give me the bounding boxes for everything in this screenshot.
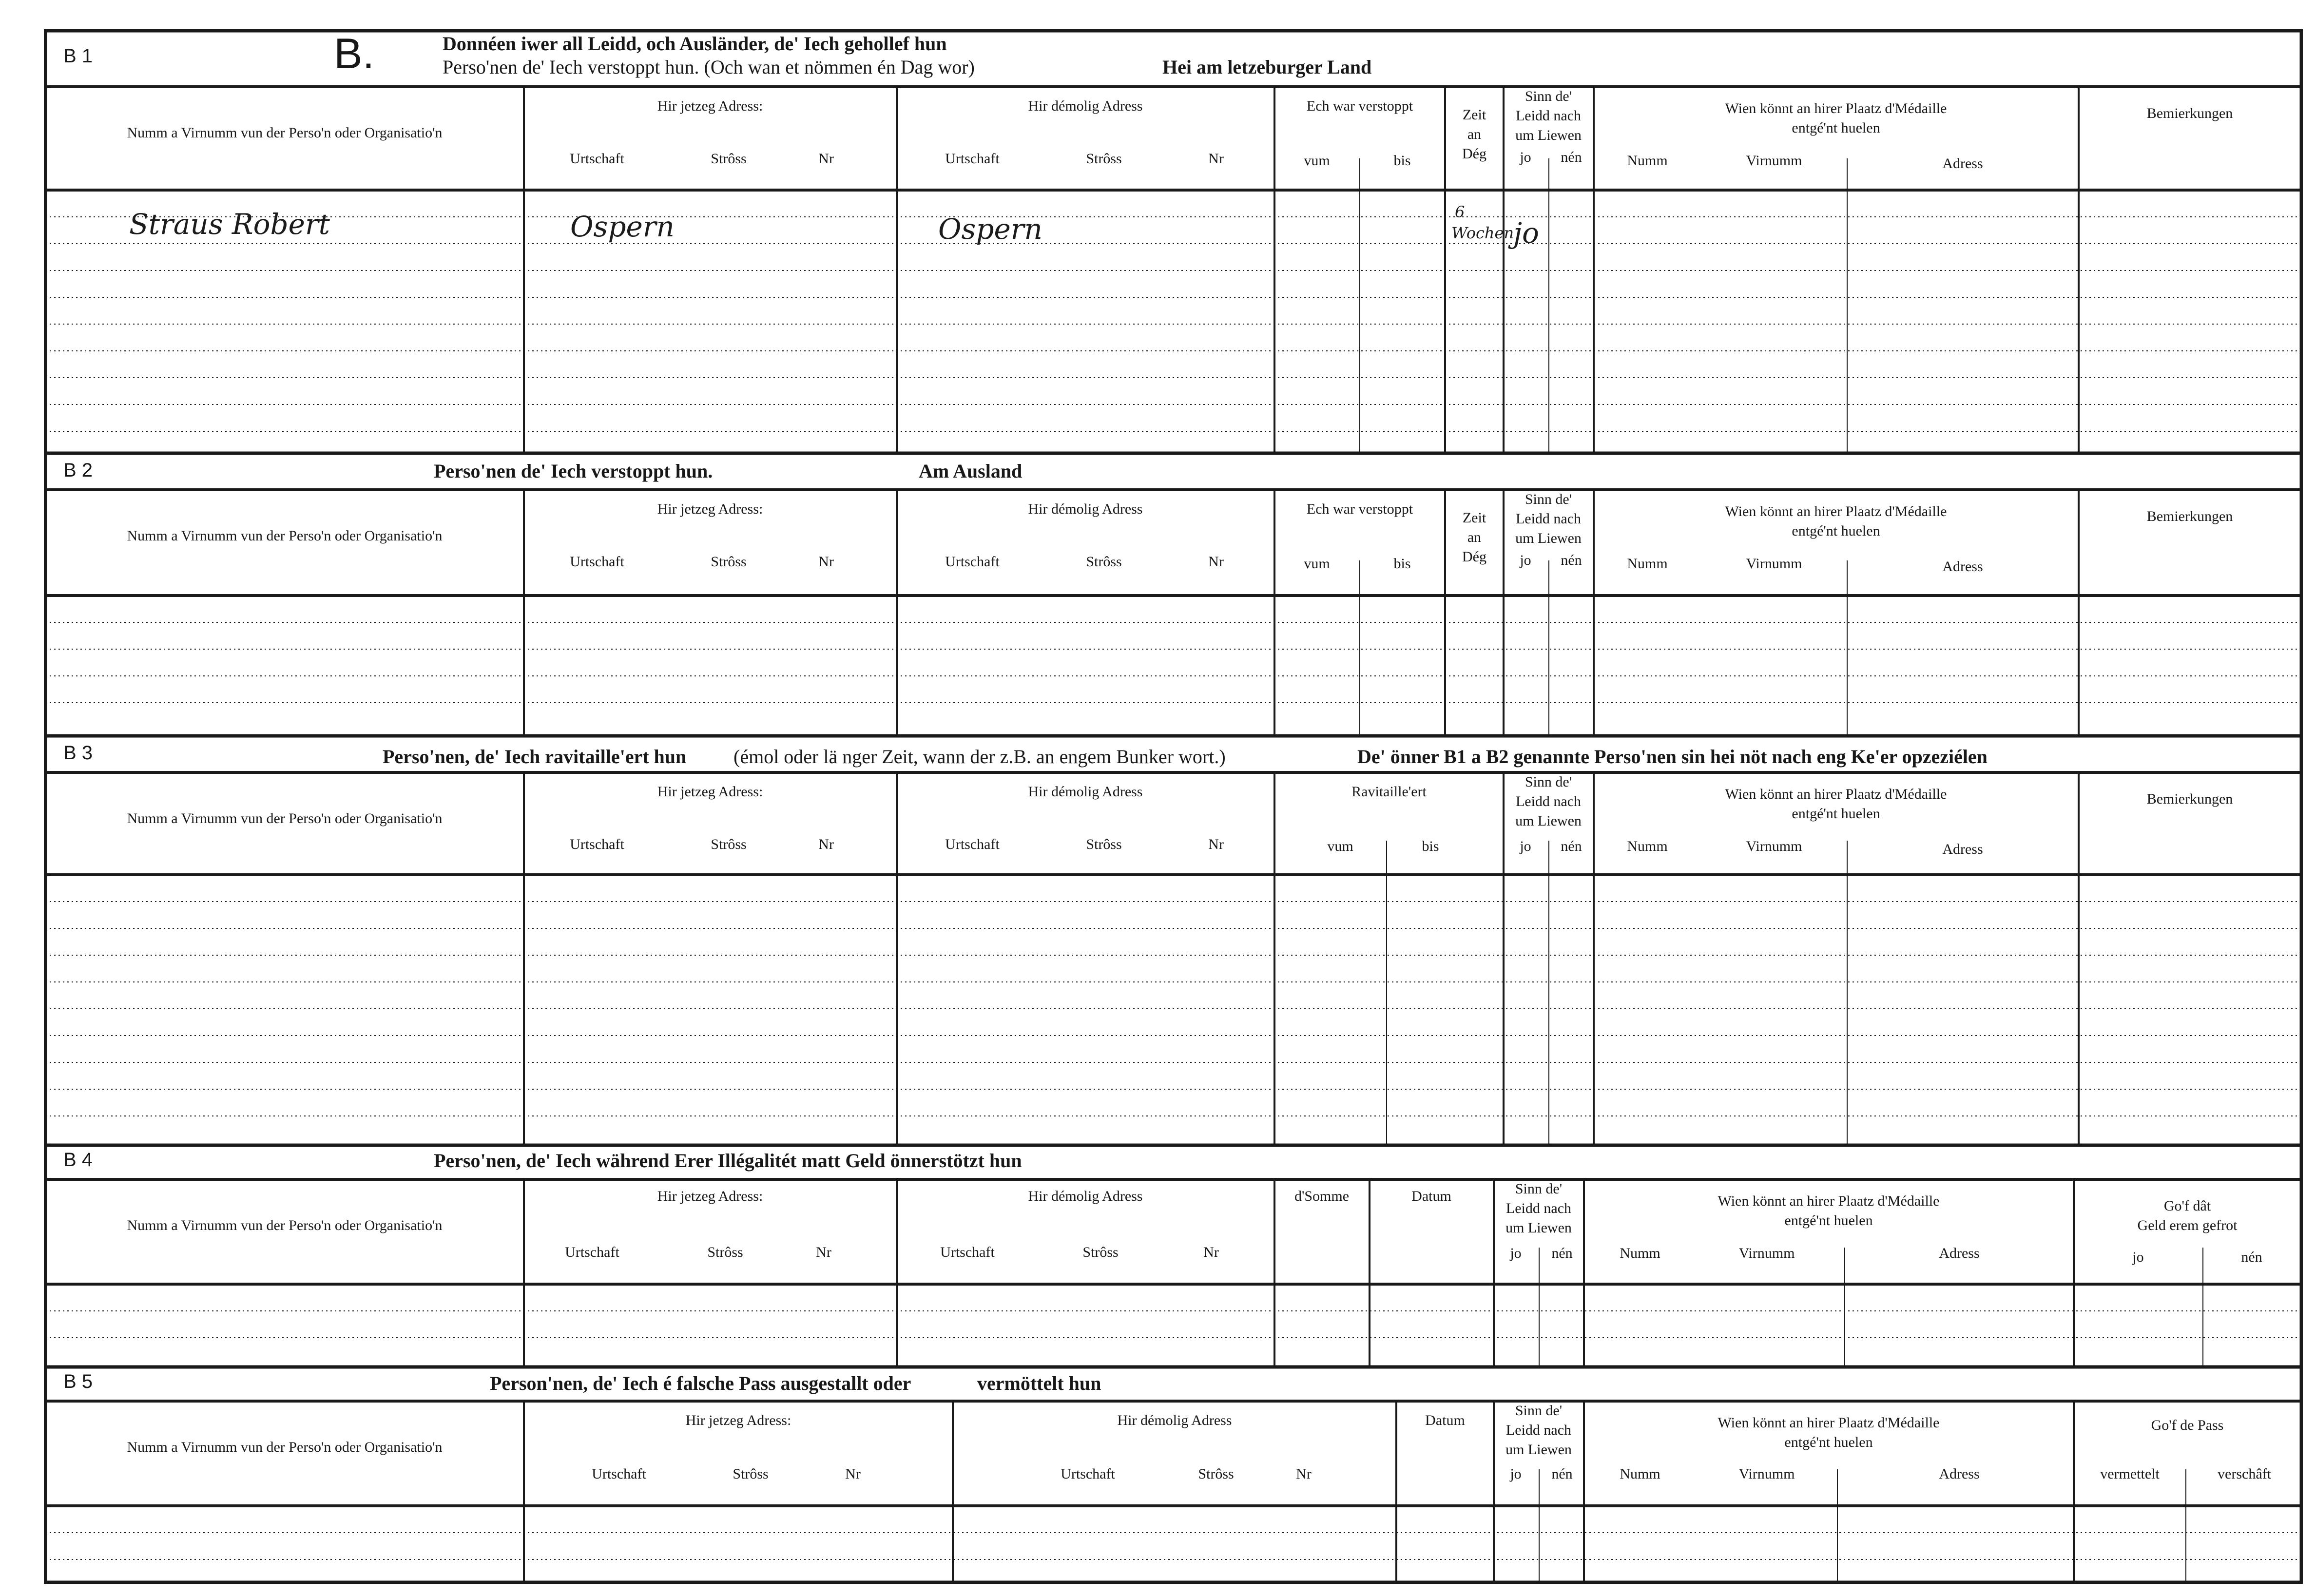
col-header: Wien könnt an hirer Plaatz d'Médaille xyxy=(1718,1193,1940,1209)
col-header: Sinn de' xyxy=(1525,774,1572,790)
col-header: Numm xyxy=(1627,556,1668,572)
section-title: Person'nen, de' Iech é falsche Pass ausgestallt oder xyxy=(490,1372,911,1394)
col-header: Hir jetzeg Adress: xyxy=(657,501,763,517)
col-header: Adress xyxy=(1942,155,1983,172)
col-header: entgé'nt huelen xyxy=(1792,806,1880,822)
col-header: Sinn de' xyxy=(1525,491,1572,507)
col-header: Strôss xyxy=(1198,1466,1234,1482)
col-header: nén xyxy=(1561,149,1582,165)
col-header: nén xyxy=(2241,1249,2262,1265)
section-title: Am Ausland xyxy=(919,460,1023,482)
section-title: (émol oder lä nger Zeit, wann der z.B. an engem Bunker wort.) xyxy=(733,746,1226,768)
col-header: an xyxy=(1467,126,1482,142)
col-header: Urtschaft xyxy=(565,1244,619,1260)
section-code: B 5 xyxy=(63,1371,93,1392)
col-header: um Liewen xyxy=(1515,127,1582,143)
col-header: Ech war verstoppt xyxy=(1306,98,1413,114)
col-header: entgé'nt huelen xyxy=(1792,523,1880,539)
col-header: Hir démolig Adress xyxy=(1028,98,1143,114)
col-header: Strôss xyxy=(1082,1244,1119,1260)
col-header: um Liewen xyxy=(1515,813,1582,829)
col-header: Bemierkungen xyxy=(2146,508,2233,524)
col-header: vum xyxy=(1327,838,1353,854)
col-header: Adress xyxy=(1939,1466,1980,1482)
col-header: Virnumm xyxy=(1746,153,1802,169)
entry-address-now: Ospern xyxy=(570,210,675,243)
section-title: vermöttelt hun xyxy=(977,1372,1101,1394)
col-header: Numm a Virnumm vun der Perso'n oder Organisatio'n xyxy=(127,810,443,827)
col-header: Numm a Virnumm vun der Perso'n oder Organisatio'n xyxy=(127,528,443,544)
col-header: nén xyxy=(1551,1466,1573,1482)
col-header: Nr xyxy=(1208,151,1224,167)
col-header: Hir démolig Adress xyxy=(1028,784,1143,800)
form-grid xyxy=(44,29,2303,1584)
col-header: nén xyxy=(1561,838,1582,854)
col-header: Ech war verstoppt xyxy=(1306,501,1413,517)
col-header: Strôss xyxy=(1086,554,1122,570)
col-header: Urtschaft xyxy=(592,1466,646,1482)
col-header: vum xyxy=(1304,153,1330,169)
col-header: Sinn de' xyxy=(1525,88,1572,104)
col-header: Urtschaft xyxy=(570,151,624,167)
col-header: vum xyxy=(1304,556,1330,572)
col-header: Datum xyxy=(1411,1188,1451,1204)
col-header: Nr xyxy=(818,836,834,852)
col-header: Ravitaille'ert xyxy=(1351,784,1427,800)
section-title: Perso'nen de' Iech verstoppt hun. xyxy=(434,460,713,482)
col-header: Leidd nach xyxy=(1505,1422,1572,1438)
col-header: bis xyxy=(1393,153,1411,169)
col-header: Dég xyxy=(1462,549,1486,565)
col-header: jo xyxy=(1520,552,1531,568)
col-header: Leidd nach xyxy=(1505,1200,1572,1216)
col-header: Nr xyxy=(1203,1244,1219,1260)
col-header: Urtschaft xyxy=(945,151,1000,167)
col-header: bis xyxy=(1393,556,1411,572)
col-header: Zeit xyxy=(1462,107,1486,123)
outer-frame xyxy=(45,31,2301,1582)
col-header: um Liewen xyxy=(1505,1442,1572,1458)
section-code: B 2 xyxy=(63,460,93,481)
col-header: Wien könnt an hirer Plaatz d'Médaille xyxy=(1725,503,1947,519)
col-header: Geld erem gefrot xyxy=(2137,1217,2238,1233)
col-header: Hir jetzeg Adress: xyxy=(685,1412,791,1428)
col-header: Numm xyxy=(1627,153,1668,169)
col-header: Urtschaft xyxy=(945,554,1000,570)
col-header: Urtschaft xyxy=(570,554,624,570)
col-header: verschâft xyxy=(2218,1466,2271,1482)
col-header: Go'f dât xyxy=(2163,1198,2211,1214)
col-header: Nr xyxy=(818,554,834,570)
registration-form xyxy=(44,29,2303,1584)
col-header: jo xyxy=(1520,149,1531,165)
col-header: Nr xyxy=(845,1466,861,1482)
col-header: Bemierkungen xyxy=(2146,791,2233,807)
entry-name: Straus Robert xyxy=(129,208,330,241)
col-header: Hir démolig Adress xyxy=(1117,1412,1232,1428)
col-header: Zeit xyxy=(1462,510,1486,526)
section-title: Perso'nen de' Iech verstoppt hun. (Och wan et nömmen én Dag wor) xyxy=(443,56,975,78)
col-header: Numm a Virnumm vun der Perso'n oder Organisatio'n xyxy=(127,1217,443,1233)
col-header: Numm a Virnumm vun der Perso'n oder Organisatio'n xyxy=(127,1439,443,1455)
col-header: Wien könnt an hirer Plaatz d'Médaille xyxy=(1725,100,1947,116)
col-header: Adress xyxy=(1942,558,1983,575)
col-header: Go'f de Pass xyxy=(2151,1417,2224,1433)
col-header: um Liewen xyxy=(1515,530,1582,546)
col-header: nén xyxy=(1561,552,1582,568)
col-header: Hir jetzeg Adress: xyxy=(657,784,763,800)
section-code: B 4 xyxy=(63,1149,93,1171)
col-header: Leidd nach xyxy=(1515,793,1582,809)
col-header: Adress xyxy=(1942,841,1983,857)
col-header: Virnumm xyxy=(1746,556,1802,572)
col-header: Numm xyxy=(1620,1245,1660,1261)
col-header: Leidd nach xyxy=(1515,108,1582,124)
col-header: entgé'nt huelen xyxy=(1784,1212,1873,1229)
col-header: Numm xyxy=(1627,838,1668,854)
col-header: Strôss xyxy=(711,836,747,852)
col-header: Strôss xyxy=(1086,836,1122,852)
section-code: B 3 xyxy=(63,742,93,764)
col-header: nén xyxy=(1551,1245,1573,1261)
col-header: bis xyxy=(1422,838,1439,854)
col-header: an xyxy=(1467,529,1482,545)
col-header: Hir démolig Adress xyxy=(1028,501,1143,517)
col-header: vermettelt xyxy=(2100,1466,2160,1482)
col-header: entgé'nt huelen xyxy=(1784,1434,1873,1450)
section-title: Perso'nen, de' Iech während Erer Illégalitét matt Geld önnerstötzt hun xyxy=(434,1150,1022,1172)
col-header: jo xyxy=(1520,838,1531,854)
col-header: Datum xyxy=(1425,1412,1465,1428)
col-header: Wien könnt an hirer Plaatz d'Médaille xyxy=(1718,1415,1940,1431)
col-header: Adress xyxy=(1939,1245,1980,1261)
col-header: Numm xyxy=(1620,1466,1660,1482)
col-header: Strôss xyxy=(733,1466,769,1482)
entry-duration: 6 xyxy=(1455,203,1465,221)
col-header: Strôss xyxy=(711,554,747,570)
col-header: Hir jetzeg Adress: xyxy=(657,98,763,114)
col-header: Numm a Virnumm vun der Perso'n oder Organisatio'n xyxy=(127,125,443,141)
col-header: Nr xyxy=(1296,1466,1312,1482)
section-title: Perso'nen, de' Iech ravitaille'ert hun xyxy=(383,746,687,768)
entry-duration-unit: Wochen xyxy=(1451,224,1514,242)
col-header: Nr xyxy=(1208,836,1224,852)
entry-alive: jo xyxy=(1513,216,1539,250)
col-header: Hir jetzeg Adress: xyxy=(657,1188,763,1204)
col-header: Strôss xyxy=(711,151,747,167)
col-header: Strôss xyxy=(1086,151,1122,167)
col-header: Hir démolig Adress xyxy=(1028,1188,1143,1204)
form-letter: B. xyxy=(334,29,375,77)
col-header: Virnumm xyxy=(1746,838,1802,854)
col-header: Leidd nach xyxy=(1515,511,1582,527)
col-header: Bemierkungen xyxy=(2146,105,2233,121)
col-header: Urtschaft xyxy=(945,836,1000,852)
col-header: Sinn de' xyxy=(1515,1181,1563,1197)
col-header: Dég xyxy=(1462,146,1486,162)
col-header: Virnumm xyxy=(1738,1466,1795,1482)
col-header: jo xyxy=(1510,1466,1522,1482)
col-header: Urtschaft xyxy=(940,1244,995,1260)
col-header: Sinn de' xyxy=(1515,1403,1563,1419)
section-title: Donnéen iwer all Leidd, och Ausländer, de' Iech gehollef hun xyxy=(443,33,947,55)
col-header: Nr xyxy=(816,1244,831,1260)
section-title: De' önner B1 a B2 genannte Perso'nen sin hei nöt nach eng Ke'er opzeziélen xyxy=(1357,746,1988,768)
col-header: jo xyxy=(1510,1245,1522,1261)
col-header: Nr xyxy=(818,151,834,167)
col-header: um Liewen xyxy=(1505,1220,1572,1236)
col-header: Nr xyxy=(1208,554,1224,570)
section-title: Hei am letzeburger Land xyxy=(1162,56,1372,78)
col-header: d'Somme xyxy=(1294,1188,1350,1204)
col-header: Urtschaft xyxy=(570,836,624,852)
entry-address-then: Ospern xyxy=(938,212,1042,246)
col-header: Wien könnt an hirer Plaatz d'Médaille xyxy=(1725,786,1947,802)
col-header: Urtschaft xyxy=(1061,1466,1115,1482)
section-code: B 1 xyxy=(63,45,93,67)
col-header: jo xyxy=(2132,1249,2144,1265)
col-header: entgé'nt huelen xyxy=(1792,120,1880,136)
col-header: Strôss xyxy=(707,1244,743,1260)
col-header: Virnumm xyxy=(1738,1245,1795,1261)
